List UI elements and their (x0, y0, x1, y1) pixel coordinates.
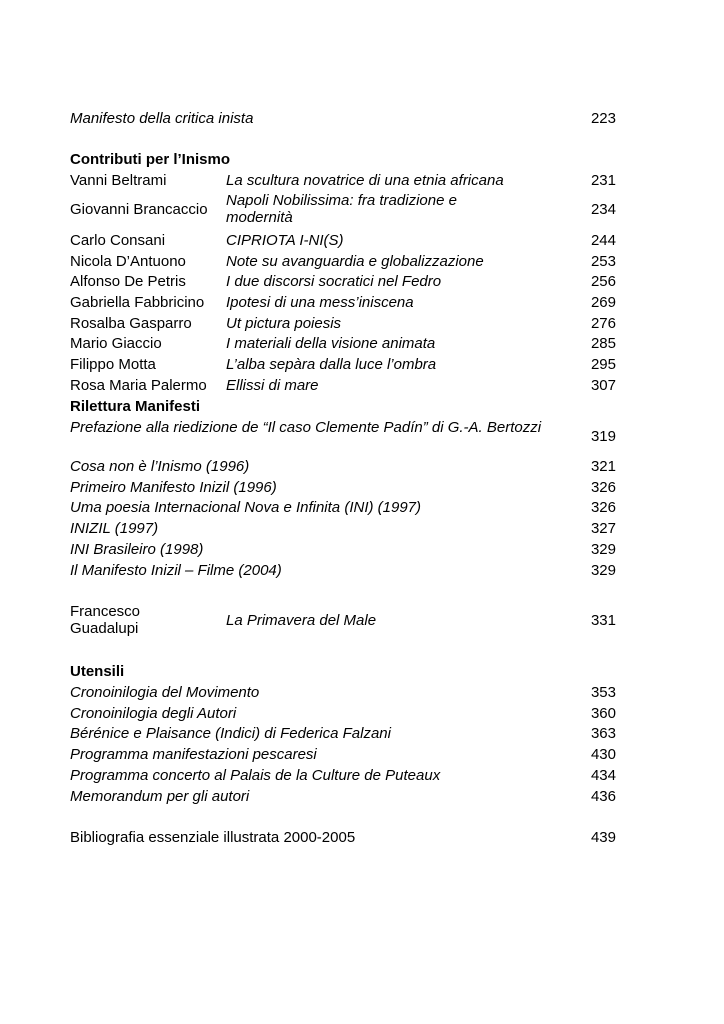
entry-page-number: 327 (590, 520, 616, 537)
entry-page-number: 321 (590, 458, 616, 475)
toc-entry (70, 419, 616, 453)
entry-title: Cosa non è l’Inismo (1996) (70, 458, 250, 475)
entry-title: Ipotesi di una mess’iniscena (226, 294, 414, 311)
entry-author: Mario Giaccio (70, 335, 162, 352)
entry-title: Ellissi di mare (226, 377, 319, 394)
entry-title: INIZIL (1997) (70, 520, 159, 537)
entry-title: Prefazione alla riedizione de “Il caso Clemente Padín” di G.-A. Bertozzi (70, 419, 542, 436)
section-heading-rilettura: Rilettura Manifesti (70, 398, 201, 415)
entry-title: Bibliografia essenziale illustrata 2000-2005 (70, 829, 356, 846)
entry-title: Uma poesia Internacional Nova e Infinita (INI) (1997) (70, 499, 422, 516)
entry-author: Francesco Guadalupi (70, 603, 141, 637)
entry-title: I materiali della visione animata (226, 335, 436, 352)
entry-page-number: 353 (590, 684, 616, 701)
entry-title: INI Brasileiro (1998) (70, 541, 204, 558)
entry-page-number: 285 (590, 335, 616, 352)
entry-page-number: 329 (590, 562, 616, 579)
entry-author: Rosalba Gasparro (70, 315, 192, 332)
entry-title: La Primavera del Male (226, 612, 377, 629)
entry-title: La scultura novatrice di una etnia africana (226, 172, 504, 189)
entry-author: Giovanni Brancaccio (70, 201, 208, 218)
entry-page-number: 430 (590, 746, 616, 763)
entry-title: Bérénice e Plaisance (Indici) di Federica Falzani (70, 725, 391, 742)
entry-author: Gabriella Fabbricino (70, 294, 205, 311)
entry-author: Nicola D’Antuono (70, 253, 186, 270)
section-heading-utensili: Utensili (70, 663, 125, 680)
entry-page-number: 276 (590, 315, 616, 332)
entry-title: Il Manifesto Inizil – Filme (2004) (70, 562, 282, 579)
entry-title: CIPRIOTA I-NI(S) (226, 232, 344, 249)
section-heading-contributi: Contributi per l’Inismo (70, 151, 230, 168)
entry-title: Programma manifestazioni pescaresi (70, 746, 317, 763)
entry-page-number: 256 (590, 273, 616, 290)
entry-page-number: 439 (590, 829, 616, 846)
entry-page-number: 307 (590, 377, 616, 394)
entry-page-number: 329 (590, 541, 616, 558)
entry-page-number: 360 (590, 705, 616, 722)
entry-page-number: 234 (590, 201, 616, 218)
entry-title: Note su avanguardia e globalizzazione (226, 253, 484, 270)
entry-author: Filippo Motta (70, 356, 156, 373)
entry-title: Primeiro Manifesto Inizil (1996) (70, 479, 277, 496)
entry-page-number: 319 (590, 428, 616, 445)
toc-entry-guadalupi (70, 603, 616, 637)
entry-page-number: 331 (590, 612, 616, 629)
entry-page-number: 231 (590, 172, 616, 189)
entry-title: Cronoinilogia del Movimento (70, 684, 260, 701)
entry-page-number: 253 (590, 253, 616, 270)
entry-author: Alfonso De Petris (70, 273, 186, 290)
entry-page-number: 269 (590, 294, 616, 311)
entry-title: L’alba sepàra dalla luce l’ombra (226, 356, 437, 373)
entry-title: Cronoinilogia degli Autori (70, 705, 237, 722)
toc-entry (70, 192, 616, 226)
entry-page-number: 244 (590, 232, 616, 249)
entry-page-number: 223 (590, 110, 616, 127)
entry-title: Programma concerto al Palais de la Culture de Puteaux (70, 767, 441, 784)
entry-page-number: 295 (590, 356, 616, 373)
entry-page-number: 363 (590, 725, 616, 742)
entry-page-number: 436 (590, 788, 616, 805)
entry-title: Memorandum per gli autori (70, 788, 250, 805)
entry-author: Rosa Maria Palermo (70, 377, 207, 394)
entry-page-number: 326 (590, 499, 616, 516)
entry-title: Manifesto della critica inista (70, 110, 254, 127)
entry-author: Carlo Consani (70, 232, 166, 249)
entry-author: Vanni Beltrami (70, 172, 167, 189)
entry-title: Ut pictura poiesis (226, 315, 342, 332)
entry-title: I due discorsi socratici nel Fedro (226, 273, 442, 290)
entry-page-number: 326 (590, 479, 616, 496)
entry-title: Napoli Nobilissima: fra tradizione e modernità (226, 192, 457, 226)
entry-page-number: 434 (590, 767, 616, 784)
